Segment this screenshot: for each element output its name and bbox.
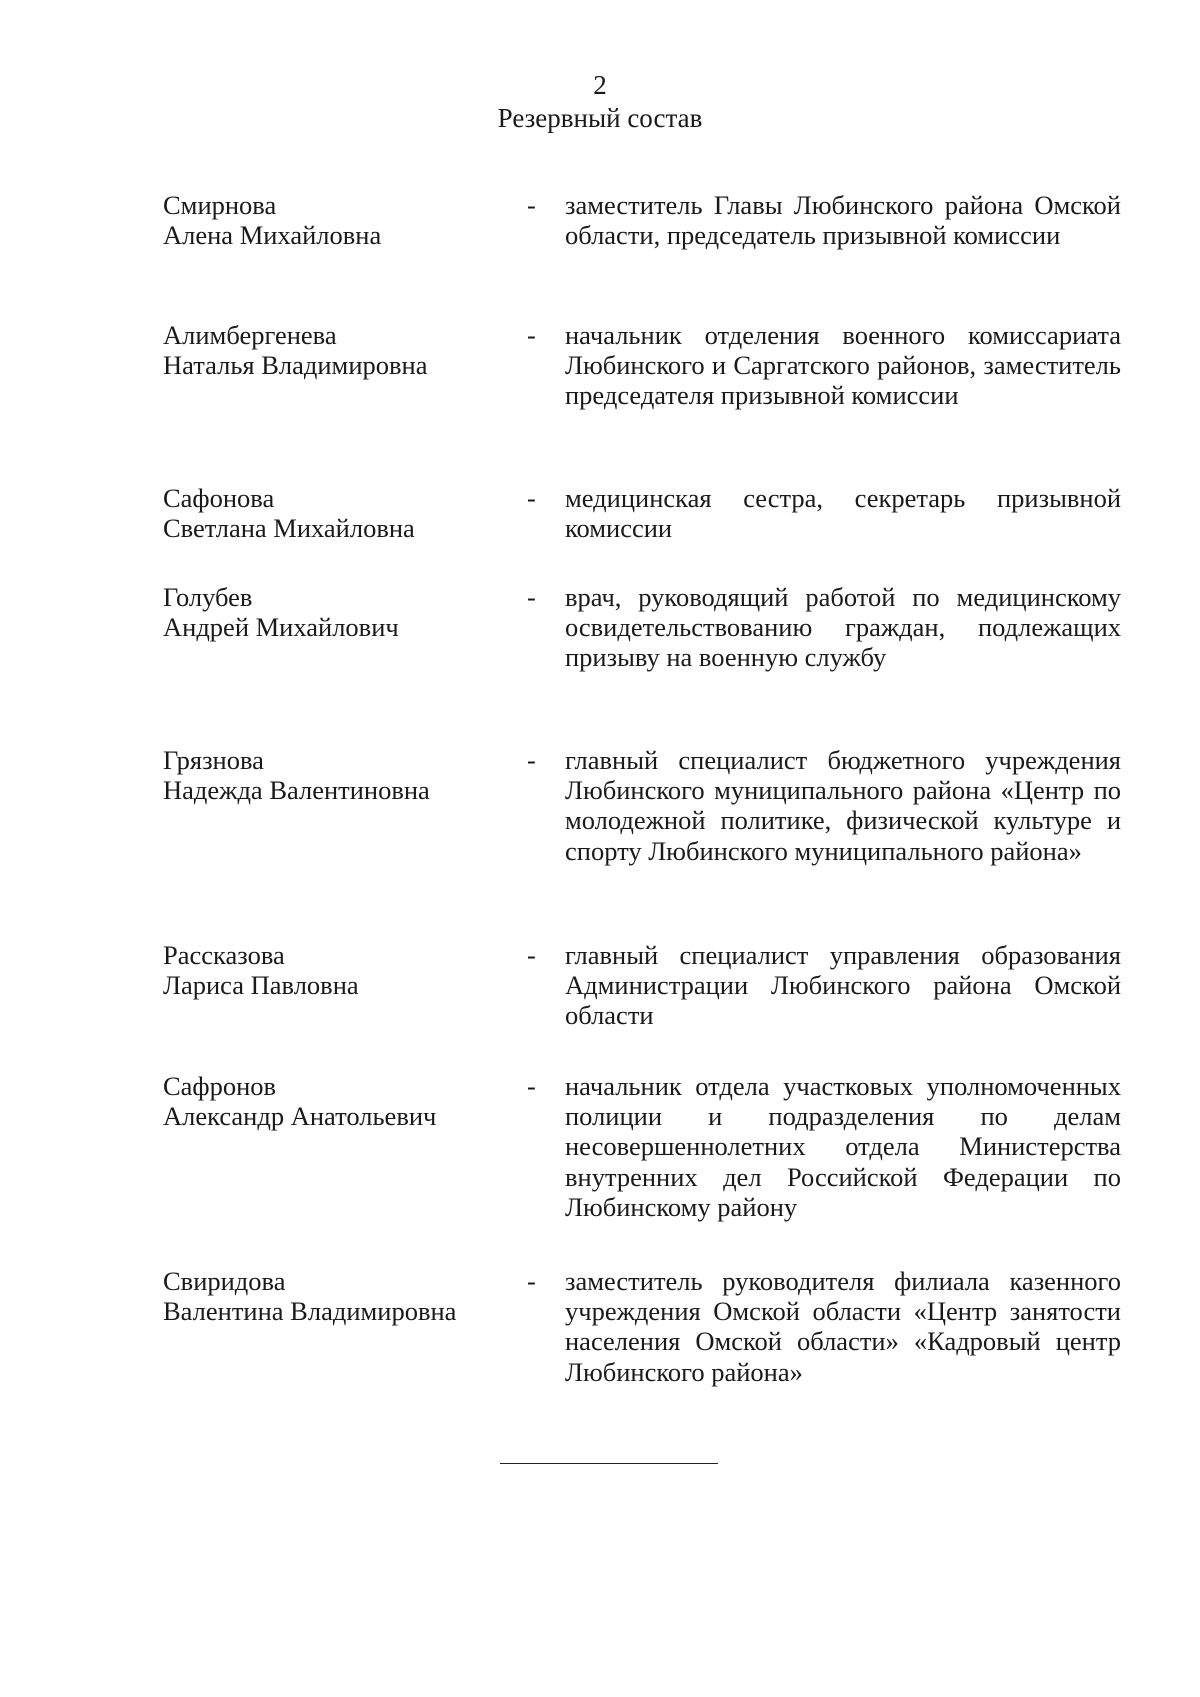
page-number: 2 — [593, 70, 607, 100]
member-given-name: Надежда Валентиновна — [163, 775, 430, 806]
member-given-name: Лариса Павловна — [163, 970, 359, 1001]
member-name — [163, 582, 503, 642]
member-name — [163, 1266, 503, 1326]
member-given-name: Александр Анатольевич — [163, 1101, 437, 1132]
member-role: заместитель Главы Любинского района Омской области, председатель призывной комиссии — [565, 190, 1121, 251]
section-title: Резервный состав — [497, 103, 703, 133]
member-surname: Грязнова — [163, 745, 264, 775]
member-name — [163, 320, 503, 380]
member-role: главный специалист управления образования Администрации Любинского района Омской области — [565, 940, 1121, 1031]
member-given-name: Андрей Михайлович — [163, 612, 399, 643]
member-name — [163, 745, 503, 805]
member-role: начальник отдела участковых уполномоченных полиции и подразделения по делам несовершеннолетних отдела Министерства внутренних дел Российской Федерации по Любинскому району — [565, 1071, 1121, 1222]
member-role: медицинская сестра, секретарь призывной комиссии — [565, 483, 1121, 544]
dash-separator: - — [527, 190, 536, 220]
dash-separator: - — [527, 582, 536, 612]
member-surname: Рассказова — [163, 940, 285, 970]
dash-separator: - — [527, 1266, 536, 1296]
member-role: врач, руководящий работой по медицинскому освидетельствованию граждан, подлежащих призыву на военную службу — [565, 582, 1121, 673]
member-role: начальник отделения военного комиссариата Любинского и Саргатского районов, заместитель председателя призывной комиссии — [565, 320, 1121, 411]
member-surname: Сафонова — [163, 483, 275, 513]
member-name — [163, 190, 503, 250]
member-surname: Алимбергенева — [163, 320, 337, 350]
closing-rule — [500, 1463, 718, 1464]
member-name — [163, 1071, 503, 1131]
dash-separator: - — [527, 320, 536, 350]
member-given-name: Наталья Владимировна — [163, 350, 428, 381]
member-given-name: Валентина Владимировна — [163, 1296, 457, 1327]
member-given-name: Светлана Михайловна — [163, 513, 415, 544]
dash-separator: - — [527, 483, 536, 513]
dash-separator: - — [527, 745, 536, 775]
member-surname: Свиридова — [163, 1266, 286, 1296]
member-surname: Голубев — [163, 582, 253, 612]
member-role: главный специалист бюджетного учреждения Любинского муниципального района «Центр по молодежной политике, физической культуре и спорту Любинского муниципального района» — [565, 745, 1121, 866]
member-given-name: Алена Михайловна — [163, 220, 382, 251]
member-name — [163, 940, 503, 1000]
dash-separator: - — [527, 940, 536, 970]
member-name — [163, 483, 503, 543]
dash-separator: - — [527, 1071, 536, 1101]
member-surname: Смирнова — [163, 190, 277, 220]
member-role: заместитель руководителя филиала казенного учреждения Омской области «Центр занятости населения Омской области» «Кадровый центр Любинского района» — [565, 1266, 1121, 1387]
member-surname: Сафронов — [163, 1071, 277, 1101]
